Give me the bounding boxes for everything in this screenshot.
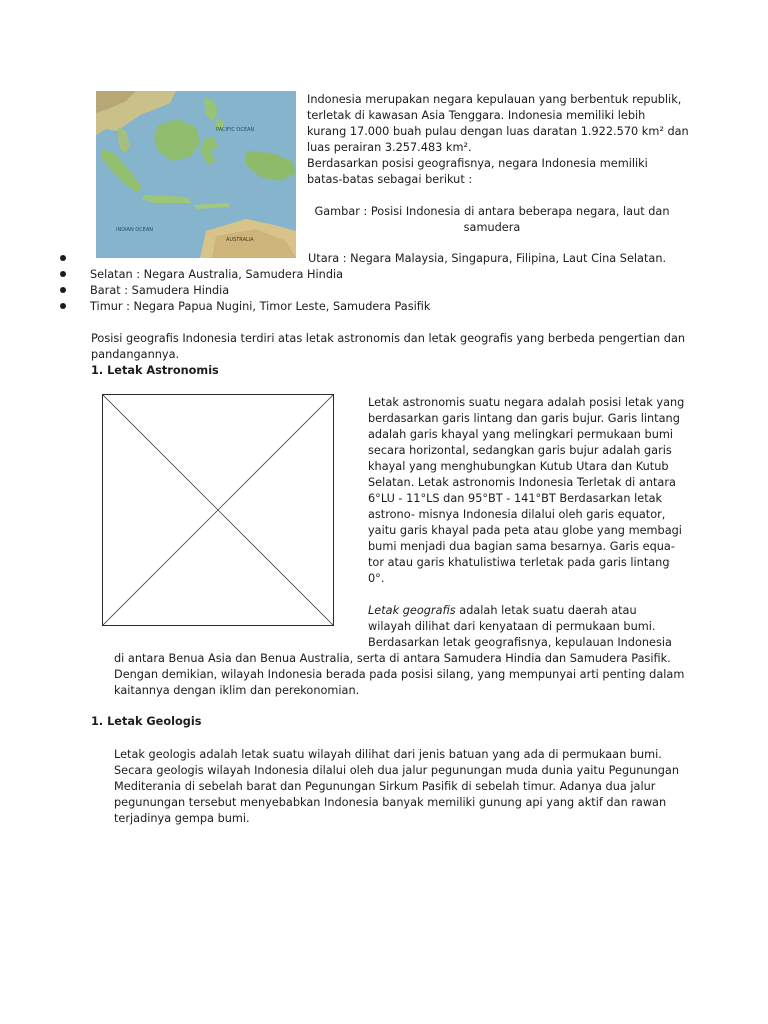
bullet-icon [60, 271, 66, 277]
position-intro-line: pandangannya. [91, 348, 180, 361]
list-item [60, 283, 720, 299]
geografis-line-rest: adalah letak suatu daerah atau [455, 604, 637, 617]
border-south: Selatan : Negara Australia, Samudera Hindia [90, 268, 344, 281]
indonesia-map-image [96, 91, 296, 258]
list-item [60, 267, 720, 283]
intro-line: luas perairan 3.257.483 km². [307, 141, 472, 154]
border-east: Timur : Negara Papua Nugini, Timor Leste, Samudera Pasifik [90, 300, 431, 313]
list-item [60, 251, 720, 267]
geografis-line: kaitannya dengan iklim dan perekonomian. [114, 684, 360, 697]
astronomis-line: yaitu garis khayal pada peta atau globe yang membagi [368, 524, 682, 537]
astronomis-line: berdasarkan garis lintang dan garis bujur. Garis lintang [368, 412, 680, 425]
geologis-line: terjadinya gempa bumi. [114, 812, 250, 825]
geologis-line: pegunungan tersebut menyebabkan Indonesia banyak memiliki gunung api yang aktif dan rawan [114, 796, 667, 809]
geografis-line: di antara Benua Asia dan Benua Australia, serta di antara Samudera Hindia dan Samudera Pasifik. [114, 652, 671, 665]
list-item [60, 299, 720, 315]
bullet-icon [60, 303, 66, 309]
geologis-paragraph [114, 747, 679, 827]
intro-line: Indonesia merupakan negara kepulauan yang berbentuk republik, [307, 93, 682, 106]
intro-line: kurang 17.000 buah pulau dengan luas daratan 1.922.570 km² dan [307, 125, 689, 138]
geologis-line: Secara geologis wilayah Indonesia dilalui oleh dua jalur pegunungan muda dunia yaitu Pegunungan [114, 764, 680, 777]
bullet-icon [60, 255, 66, 261]
astronomis-line: 6°LU - 11°LS dan 95°BT - 141°BT Berdasarkan letak [368, 492, 663, 505]
astronomis-line: secara horizontal, sedangkan garis bujur adalah garis [368, 444, 672, 457]
astronomis-line: Selatan. Letak astronomis Indonesia Terletak di antara [368, 476, 676, 489]
astronomis-line: astrono- misnya Indonesia dilalui oleh garis equator, [368, 508, 666, 521]
geografis-first-line [368, 603, 672, 619]
geografis-line: Berdasarkan letak geografisnya, kepulauan Indonesia [368, 636, 672, 649]
geografis-line: Dengan demikian, wilayah Indonesia berada pada posisi silang, yang mempunyai arti penting dalam [114, 668, 685, 681]
svg-text:PACIFIC OCEAN: PACIFIC OCEAN [216, 127, 255, 133]
intro-paragraph [307, 92, 687, 188]
map-caption [307, 204, 677, 236]
image-placeholder [102, 394, 334, 626]
astronomis-line: khayal yang menghubungkan Kutub Utara dan Kutub [368, 460, 669, 473]
section-heading-astronomis: 1. Letak Astronomis [91, 364, 219, 377]
svg-text:AUSTRALIA: AUSTRALIA [226, 237, 254, 243]
geografis-paragraph [368, 603, 672, 651]
position-intro [91, 331, 685, 363]
astronomis-line: tor atau garis khatulistiwa terletak pada garis lintang [368, 556, 670, 569]
geografis-term: Letak geografis [368, 604, 456, 617]
astronomis-line: bumi menjadi dua bagian sama besarnya. Garis equa- [368, 540, 675, 553]
geologis-line: Mediterania di sebelah barat dan Pegunungan Sirkum Pasifik di sebelah timur. Adanya dua jalur [114, 780, 656, 793]
astronomis-paragraph [368, 395, 684, 587]
caption-line-2: samudera [463, 221, 521, 234]
astronomis-line: 0°. [368, 572, 385, 585]
geologis-line: Letak geologis adalah letak suatu wilayah dilihat dari jenis batuan yang ada di permukaan bumi. [114, 748, 662, 761]
svg-text:INDIAN OCEAN: INDIAN OCEAN [116, 227, 154, 233]
intro-line: Berdasarkan posisi geografisnya, negara Indonesia memiliki [307, 157, 648, 170]
geografis-paragraph-continued [114, 651, 684, 699]
intro-line: terletak di kawasan Asia Tenggara. Indonesia memiliki lebih [307, 109, 646, 122]
border-west: Barat : Samudera Hindia [90, 284, 230, 297]
astronomis-line: Letak astronomis suatu negara adalah posisi letak yang [368, 396, 685, 409]
border-list [60, 251, 720, 315]
bullet-icon [60, 287, 66, 293]
intro-line: batas-batas sebagai berikut : [307, 173, 473, 186]
caption-line-1: Gambar : Posisi Indonesia di antara beberapa negara, laut dan [314, 205, 670, 218]
position-intro-line: Posisi geografis Indonesia terdiri atas letak astronomis dan letak geografis yang berbeda pengertian dan [91, 332, 686, 345]
border-north: Utara : Negara Malaysia, Singapura, Filipina, Laut Cina Selatan. [308, 252, 667, 265]
section-heading-geologis: 1. Letak Geologis [91, 715, 202, 728]
astronomis-line: adalah garis khayal yang melingkari permukaan bumi [368, 428, 674, 441]
geografis-line: wilayah dilihat dari kenyataan di permukaan bumi. [368, 620, 656, 633]
